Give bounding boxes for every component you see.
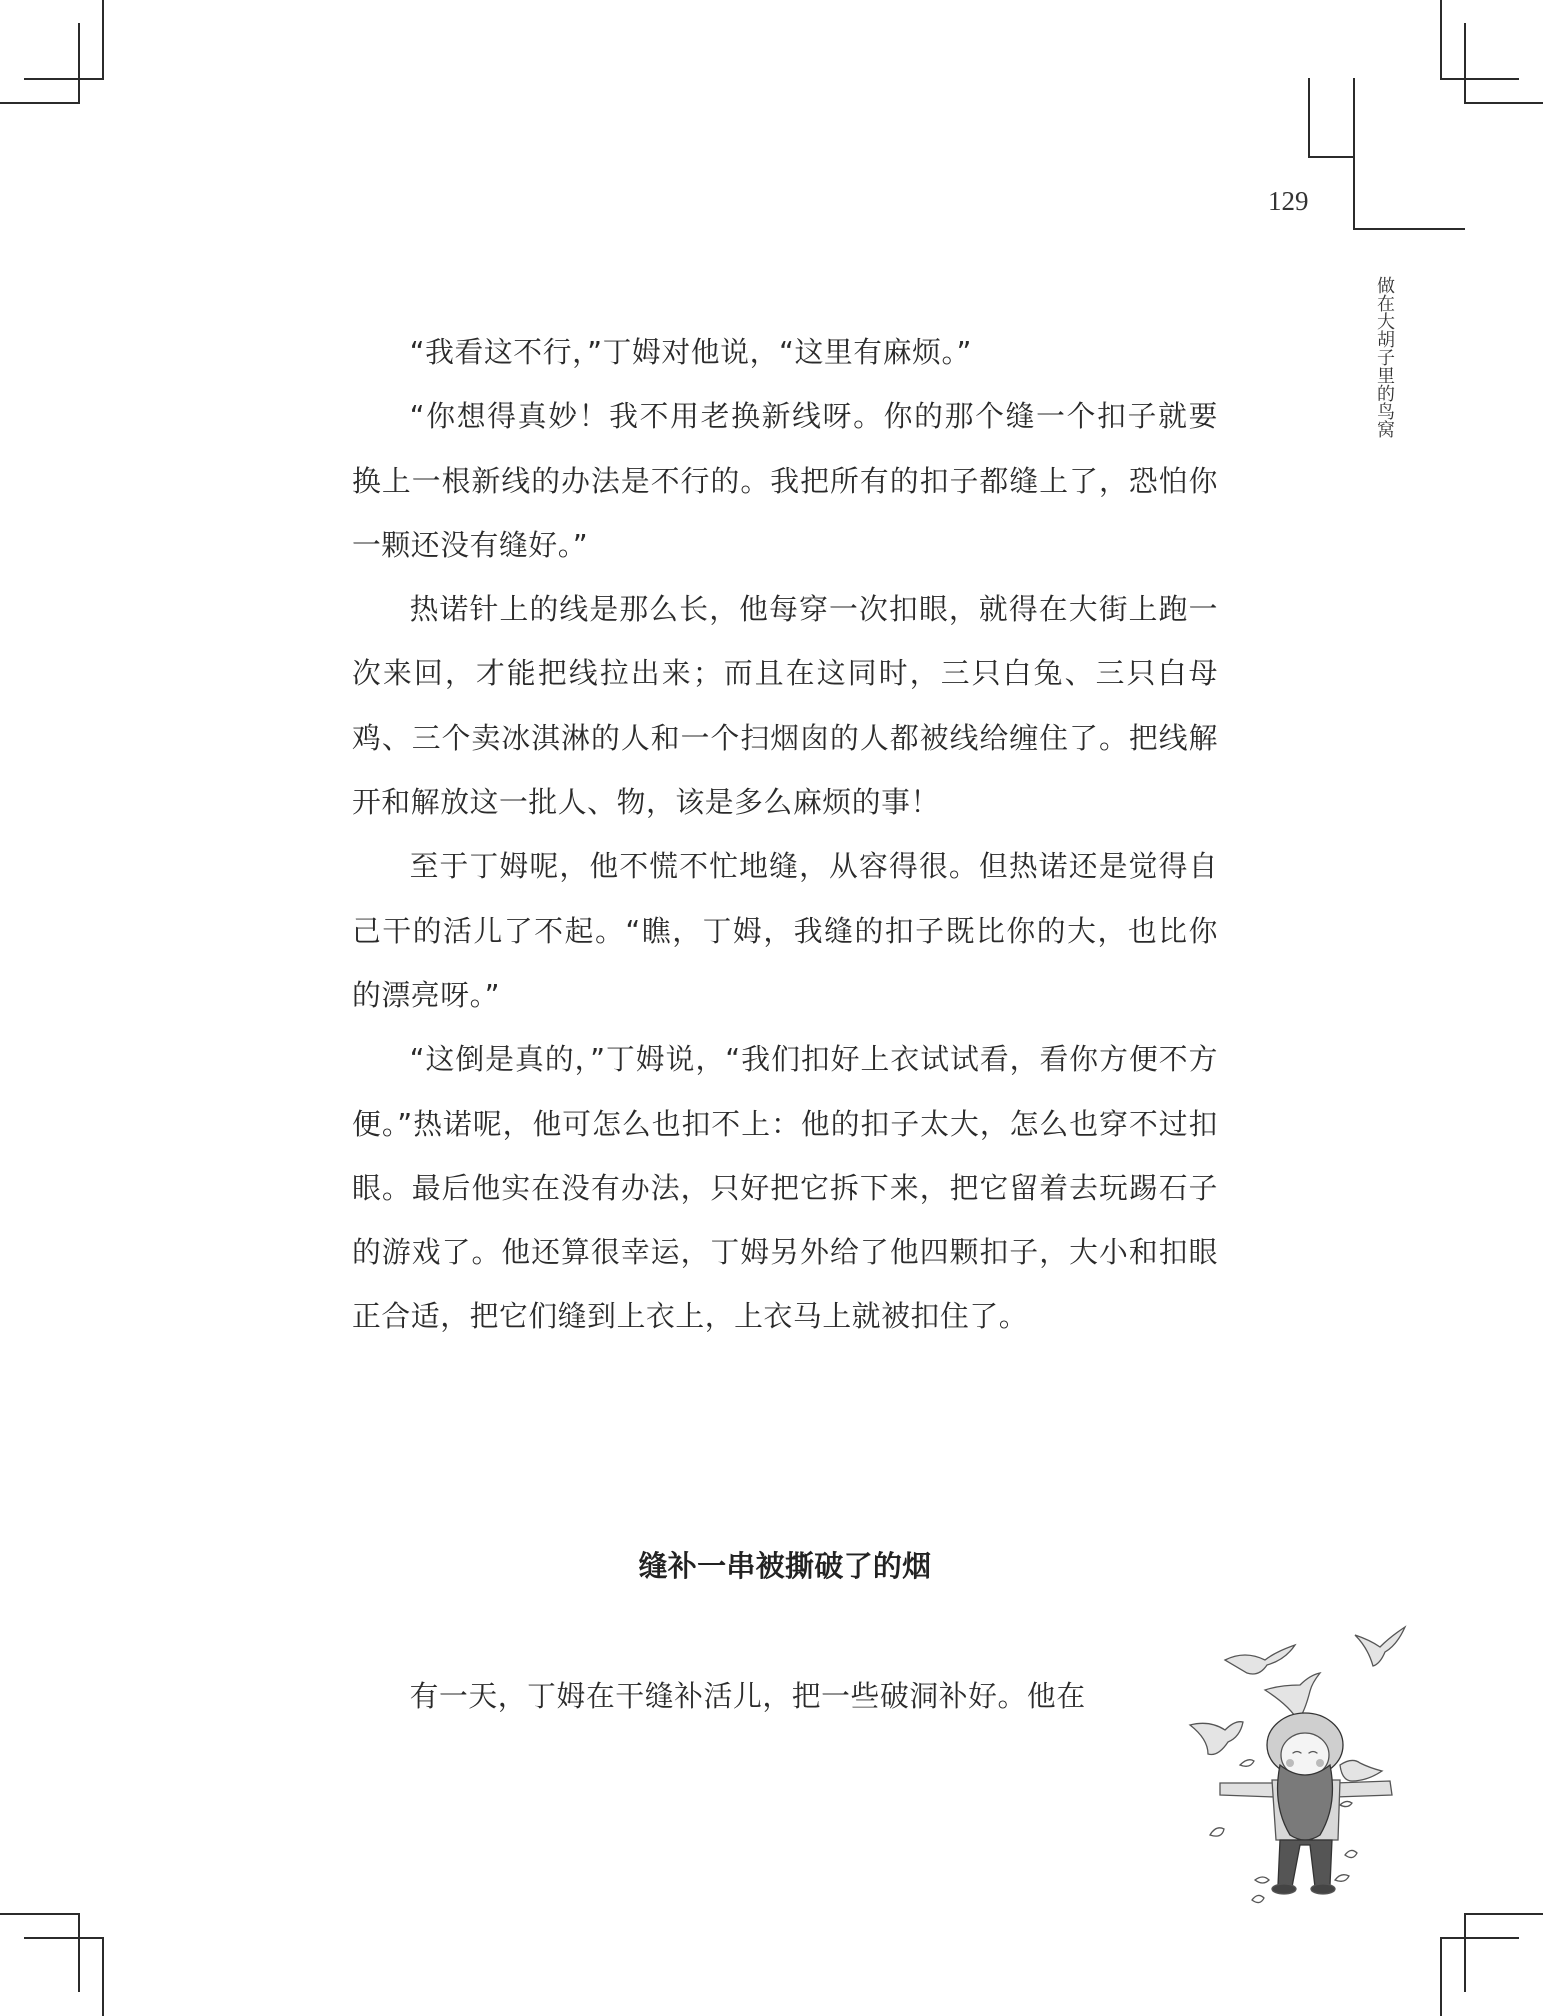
crop-mark-top-right bbox=[1440, 78, 1519, 80]
paragraph: “这倒是真的，”丁姆说，“我们扣好上衣试试看，看你方便不方便。”热诺呢，他可怎么也扣不上：他的扣子太大，怎么也穿不过扣眼。最后他实在没有办法，只好把它拆下来，把它留着去玩踢石子的游戏了。他还算很幸运，丁姆另外给了他四颗扣子，大小和扣眼正合适，把它们缝到上衣上，上衣马上就被扣住了。 bbox=[352, 1042, 1218, 1334]
crop-mark-bottom-right bbox=[1440, 1937, 1519, 1939]
paragraph: “我看这不行，”丁姆对他说，“这里有麻烦。” bbox=[409, 335, 973, 369]
crop-mark-bottom-left bbox=[0, 1913, 80, 1915]
bearded-man-with-birds-illustration-icon bbox=[1180, 1605, 1430, 1935]
crop-mark-top-left bbox=[78, 23, 80, 103]
header-rule bbox=[1308, 78, 1310, 158]
paragraph: 有一天，丁姆在干缝补活儿，把一些破洞补好。他在 bbox=[409, 1679, 1086, 1713]
section-body bbox=[352, 1664, 1218, 1728]
crop-mark-bottom-left bbox=[102, 1937, 104, 2016]
header-rule bbox=[1308, 156, 1354, 158]
crop-mark-top-right bbox=[1464, 102, 1543, 104]
crop-mark-bottom-right bbox=[1464, 1913, 1543, 1915]
crop-mark-top-right bbox=[1440, 0, 1442, 79]
header-rule bbox=[1353, 78, 1355, 230]
crop-mark-top-right bbox=[1464, 23, 1466, 103]
header-rule bbox=[1353, 228, 1465, 230]
running-head: 做在大胡子里的鸟窝 bbox=[1374, 276, 1395, 438]
crop-mark-top-left bbox=[24, 78, 104, 80]
crop-mark-bottom-left bbox=[78, 1913, 80, 1992]
section-title: 缝补一串被撕破了的烟 bbox=[638, 1549, 932, 1583]
crop-mark-bottom-left bbox=[24, 1937, 103, 1939]
crop-mark-bottom-right bbox=[1440, 1937, 1442, 2016]
body-text bbox=[352, 320, 1218, 1349]
paragraph: “你想得真妙！我不用老换新线呀。你的那个缝一个扣子就要换上一根新线的办法是不行的。我把所有的扣子都缝上了，恐怕你一颗还没有缝好。” bbox=[352, 399, 1218, 562]
crop-mark-bottom-right bbox=[1464, 1913, 1466, 1992]
paragraph: 热诺针上的线是那么长，他每穿一次扣眼，就得在大街上跑一次来回，才能把线拉出来；而且在这同时，三只白兔、三只白母鸡、三个卖冰淇淋的人和一个扫烟囱的人都被线给缠住了。把线解开和解放这一批人、物，该是多么麻烦的事！ bbox=[352, 592, 1218, 820]
page-number: 129 bbox=[1268, 186, 1309, 216]
crop-mark-top-left bbox=[0, 102, 80, 104]
paragraph: 至于丁姆呢，他不慌不忙地缝，从容得很。但热诺还是觉得自己干的活儿了不起。“瞧，丁姆，我缝的扣子既比你的大，也比你的漂亮呀。” bbox=[352, 849, 1218, 1012]
crop-mark-top-left bbox=[102, 0, 104, 79]
